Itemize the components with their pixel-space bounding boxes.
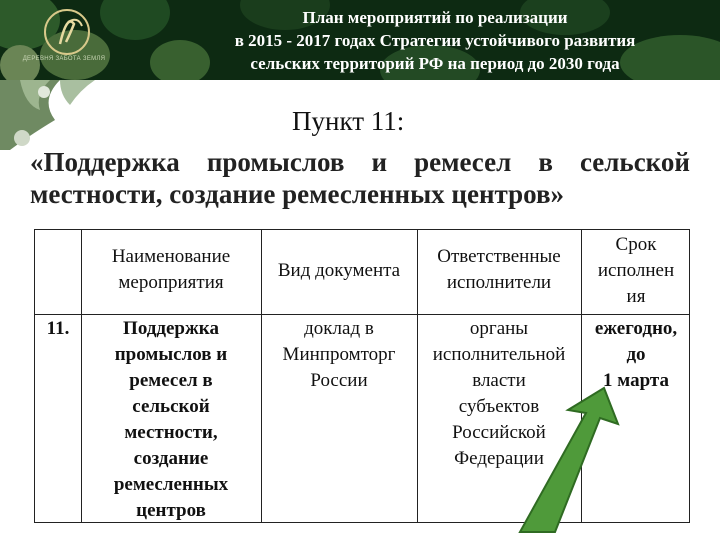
row-name-line: создание <box>133 448 209 469</box>
header-resp-line: Ответственные <box>437 246 561 267</box>
subtitle-word: ремесел <box>414 147 512 177</box>
header-name-line: Наименование <box>111 246 231 267</box>
row-resp-line: власти <box>472 370 526 391</box>
row-number: 11. <box>46 318 70 339</box>
header-doc-line: Вид документа <box>277 260 401 281</box>
header-term-line: Срок <box>615 234 657 255</box>
row-name-line: сельской <box>132 396 210 417</box>
point-label: Пункт 11: <box>292 106 405 136</box>
header-term-line: исполнен <box>597 260 675 281</box>
row-term-line: 1 марта <box>603 370 669 391</box>
row-resp-line: Российской <box>452 422 546 443</box>
row-doc-line: России <box>310 370 368 391</box>
header-resp-line: исполнители <box>446 272 552 293</box>
header-term-line: ия <box>626 286 646 307</box>
subtitle-word: в <box>538 147 553 177</box>
subtitle-word: сельской <box>579 147 690 177</box>
row-name-line: местности, <box>124 422 218 443</box>
row-term-line: до <box>626 344 646 365</box>
header-title-line-3: сельских территорий РФ на период до 2030 года <box>250 54 620 73</box>
row-resp-line: исполнительной <box>432 344 566 365</box>
row-resp-line: органы <box>469 318 529 339</box>
row-name-line: ремесел в <box>129 370 213 391</box>
row-name-line: ремесленных <box>113 474 229 495</box>
row-resp-line: Федерации <box>454 448 544 469</box>
row-term-line: ежегодно, <box>594 318 678 339</box>
row-name-line: Поддержка <box>123 318 219 339</box>
subtitle-line-2: местности, создание ремесленных центров» <box>30 179 565 209</box>
row-name-line: центров <box>136 500 206 521</box>
header-title-line-2: в 2015 - 2017 годах Стратегии устойчивого развития <box>234 31 636 50</box>
subtitle-word: промыслов <box>206 147 345 177</box>
header-name-line: мероприятия <box>118 272 224 293</box>
subtitle-word: «Поддержка <box>30 147 180 177</box>
header-title-line-1: План мероприятий по реализации <box>302 8 568 27</box>
logo-caption: ДЕРЕВНЯ ЗАБОТА ЗЕМЛЯ <box>22 56 106 62</box>
subtitle-word: и <box>371 147 388 177</box>
row-doc-line: доклад в <box>304 318 374 339</box>
row-resp-line: субъектов <box>458 396 540 417</box>
row-name-line: промыслов и <box>114 344 228 365</box>
row-doc-line: Минпромторг <box>282 344 396 365</box>
